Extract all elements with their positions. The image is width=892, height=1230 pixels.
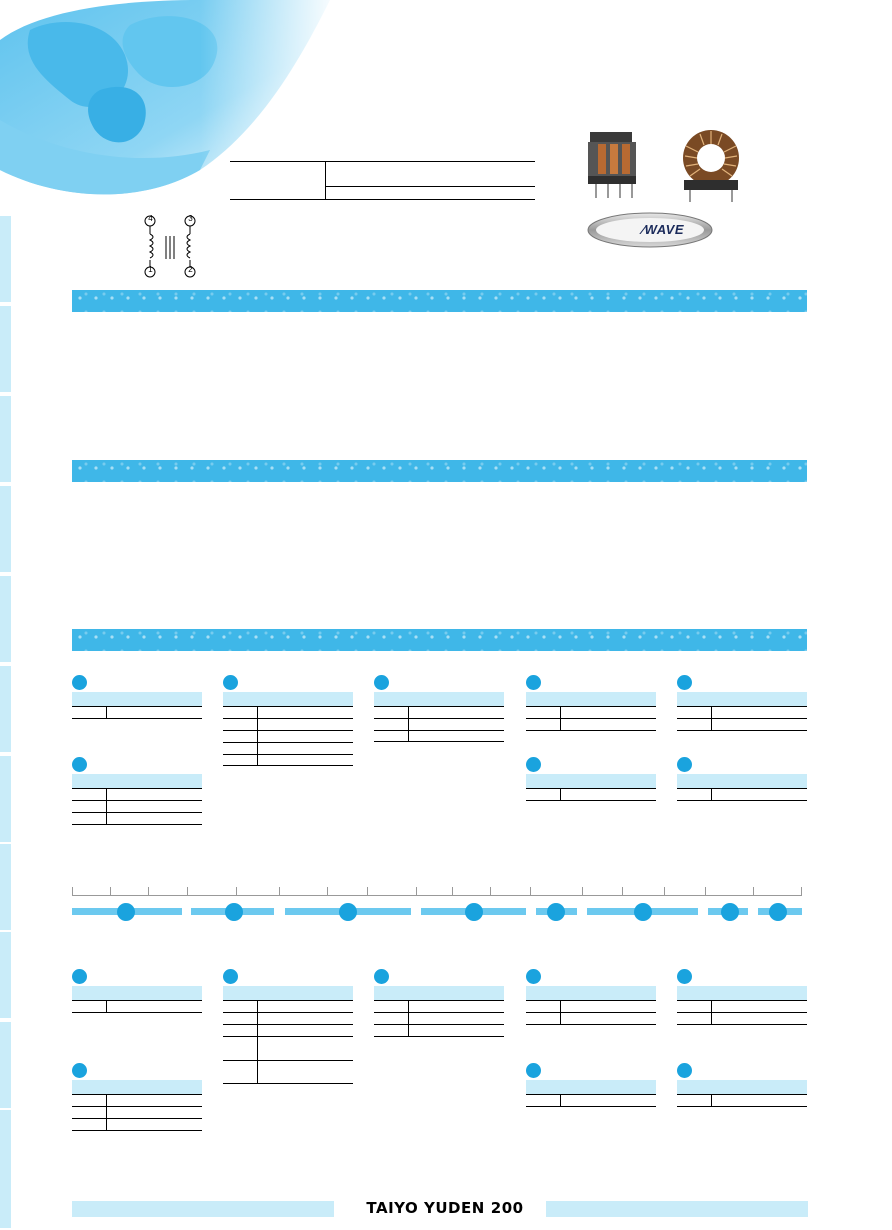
cloth-wrap-illustration [0, 0, 340, 215]
code-table-row [72, 813, 202, 825]
code-table [677, 757, 807, 803]
code-table-row [72, 801, 202, 813]
code-table [526, 969, 656, 1029]
code-table-row [374, 1001, 504, 1013]
code-table [72, 969, 202, 1015]
code-table-header [223, 692, 353, 707]
code-table-header [526, 1080, 656, 1095]
side-tab[interactable] [0, 932, 11, 1020]
code-number-dot [677, 1063, 692, 1078]
code-number-dot [223, 969, 238, 984]
side-index-tabs [0, 216, 11, 1228]
code-table-row [72, 1107, 202, 1119]
part-number-ruler [72, 895, 802, 896]
code-table-row [223, 1025, 353, 1037]
code-table-header [677, 692, 807, 707]
side-tab[interactable] [0, 756, 11, 844]
section-bar-features [72, 290, 807, 312]
side-tab[interactable] [0, 844, 11, 932]
code-table-row [72, 1001, 202, 1013]
code-number-dot [677, 969, 692, 984]
code-number-dot [677, 675, 692, 690]
pin-label-4: 4 [148, 214, 153, 223]
pin-label-3: 3 [188, 214, 193, 223]
code-table-row [223, 719, 353, 731]
header-table-divider [325, 161, 326, 200]
code-table-row [374, 1013, 504, 1025]
code-table-row [526, 707, 656, 719]
code-table-header [677, 986, 807, 1001]
code-table-row [677, 707, 807, 719]
side-tab[interactable] [0, 306, 11, 394]
code-table-row [526, 789, 656, 801]
section-bar-ordering-code [72, 629, 807, 651]
footer-brand-name: TAIYO YUDEN [366, 1199, 485, 1217]
side-tab[interactable] [0, 666, 11, 754]
code-table-header [223, 986, 353, 1001]
footer-brand [340, 1199, 550, 1217]
code-table-header [374, 692, 504, 707]
code-number-dot [526, 757, 541, 772]
code-table [72, 757, 202, 827]
code-table-header [72, 1080, 202, 1095]
side-tab[interactable] [0, 1022, 11, 1110]
code-table-row [374, 707, 504, 719]
section-bar-applications [72, 460, 807, 482]
code-table [374, 969, 504, 1039]
code-number-dot [72, 757, 87, 772]
code-number-dot [374, 969, 389, 984]
code-segment-dot [634, 903, 652, 921]
code-table [72, 675, 202, 720]
code-table [677, 969, 807, 1029]
code-table [72, 1063, 202, 1133]
code-table-row [72, 789, 202, 801]
code-table [677, 1063, 807, 1109]
code-segment-dot [721, 903, 739, 921]
code-table [223, 969, 353, 1087]
page-number: 200 [490, 1199, 524, 1217]
code-table [677, 675, 807, 733]
code-table [526, 675, 656, 733]
code-table-row [526, 719, 656, 731]
code-table-header [677, 774, 807, 789]
code-table-header [526, 774, 656, 789]
code-table-row [223, 743, 353, 755]
code-table-header [72, 774, 202, 789]
code-table-header [677, 1080, 807, 1095]
code-table-row [677, 1013, 807, 1025]
code-table-row [677, 1001, 807, 1013]
footer-bar-left [72, 1201, 334, 1217]
code-segment-dot [465, 903, 483, 921]
code-number-dot [526, 1063, 541, 1078]
code-table-row [72, 707, 202, 719]
pin-label-2: 2 [188, 265, 193, 274]
code-table-row [72, 1119, 202, 1131]
code-table-row [526, 1001, 656, 1013]
code-segment-dot [117, 903, 135, 921]
code-table-row [223, 1013, 353, 1025]
code-number-dot [374, 675, 389, 690]
code-table [374, 675, 504, 743]
code-table [526, 1063, 656, 1109]
code-table-row [374, 1025, 504, 1037]
code-number-dot [223, 675, 238, 690]
wave-badge-label: ⁄WAVE [642, 222, 684, 237]
code-segment-dot [547, 903, 565, 921]
code-number-dot [677, 757, 692, 772]
header-table-top-rule [230, 161, 535, 162]
code-table-row [677, 789, 807, 801]
code-segment-dot [225, 903, 243, 921]
code-table [223, 675, 353, 767]
code-table-row [223, 731, 353, 743]
code-table-row [526, 1013, 656, 1025]
code-number-dot [72, 969, 87, 984]
code-table-header [526, 692, 656, 707]
product-photo-u-core [580, 128, 648, 200]
code-table-header [72, 986, 202, 1001]
code-table-row [677, 719, 807, 731]
footer-bar-right [546, 1201, 808, 1217]
code-number-dot [526, 969, 541, 984]
code-table-row [223, 707, 353, 719]
code-table-row [223, 1061, 353, 1084]
pin-label-1: 1 [148, 265, 153, 274]
code-table-row [677, 1095, 807, 1107]
side-tab[interactable] [0, 216, 11, 304]
code-number-dot [526, 675, 541, 690]
code-table-header [526, 986, 656, 1001]
code-segment-dot [339, 903, 357, 921]
side-tab[interactable] [0, 486, 11, 574]
side-tab[interactable] [0, 576, 11, 664]
side-tab[interactable] [0, 396, 11, 484]
code-table-row [223, 755, 353, 766]
code-table [526, 757, 656, 803]
code-table-row [72, 1095, 202, 1107]
code-number-dot [72, 675, 87, 690]
code-table-row [374, 719, 504, 731]
side-tab[interactable] [0, 1110, 11, 1230]
header-table-bottom-rule [230, 199, 535, 200]
product-photo-toroid [676, 126, 746, 204]
header-table-mid-rule [326, 186, 535, 187]
code-number-dot [72, 1063, 87, 1078]
code-table-row [374, 731, 504, 742]
code-table-row [223, 1037, 353, 1061]
code-table-row [526, 1095, 656, 1107]
code-segment-dot [769, 903, 787, 921]
code-table-header [72, 692, 202, 707]
code-table-header [374, 986, 504, 1001]
code-table-row [223, 1001, 353, 1013]
